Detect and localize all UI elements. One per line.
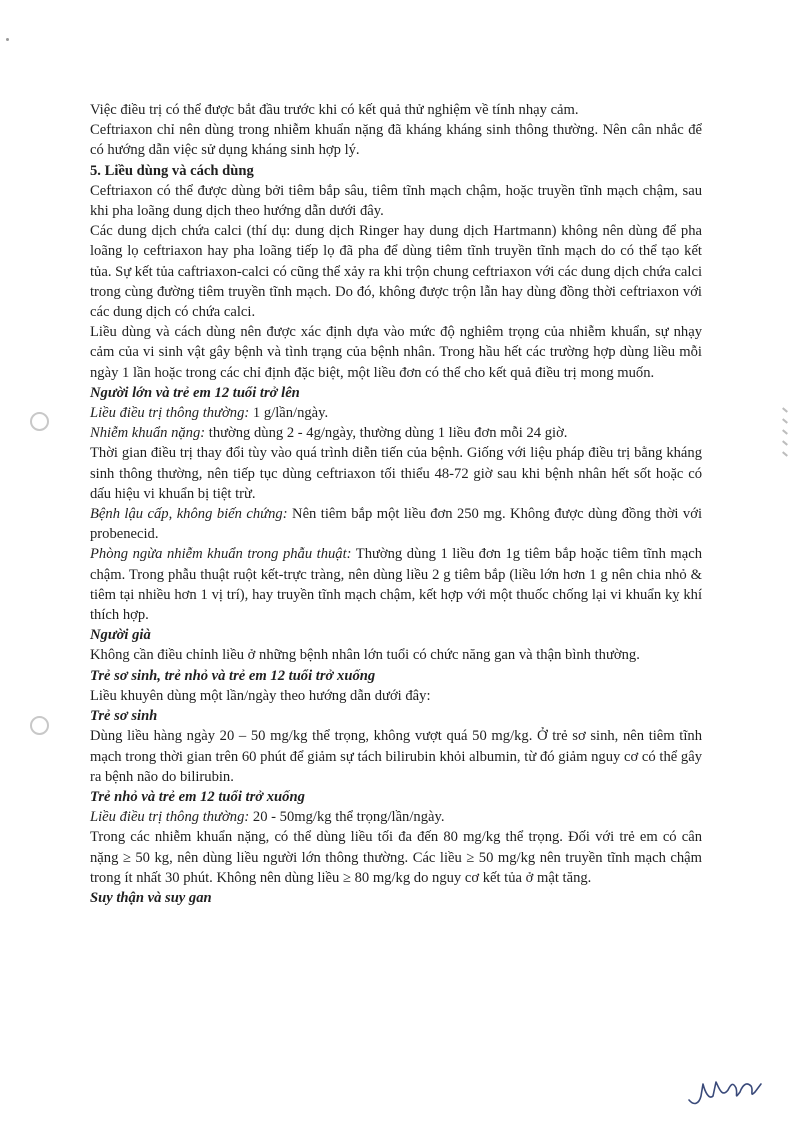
paragraph-text: 1 g/lần/ngày. [249, 405, 329, 422]
subheading: Trẻ sơ sinh, trẻ nhỏ và trẻ em 12 tuổi trở xuống [90, 667, 376, 684]
paragraph: Không cần điều chỉnh liều ở những bệnh nhân lớn tuổi có chức năng gan và thận bình thường. [90, 647, 640, 664]
italic-lead: Liều điều trị thông thường: [90, 809, 250, 826]
paragraph: Dùng liều hàng ngày 20 – 50 mg/kg thể trọng, không vượt quá 50 mg/kg. Ở trẻ sơ sinh, nên tiêm tĩnh mạch trong thời gian trên 60 phút để giảm sự tách bilirubin khỏi albumin, từ đó giảm nguy cơ có thể gây ra bệnh não do bilirubin. [90, 728, 702, 785]
paragraph-text: 20 - 50mg/kg thể trọng/lần/ngày. [249, 809, 445, 826]
scan-speck [6, 38, 9, 41]
subheading: Trẻ sơ sinh [90, 708, 158, 725]
subheading: Suy thận và suy gan [90, 889, 212, 906]
document-body [90, 100, 702, 908]
subheading: Trẻ nhỏ và trẻ em 12 tuổi trở xuống [90, 788, 305, 805]
italic-lead: Phòng ngừa nhiễm khuẩn trong phẫu thuật: [90, 546, 352, 563]
punch-hole-icon [30, 716, 49, 735]
paragraph [90, 403, 702, 423]
italic-lead: Liều điều trị thông thường: [90, 405, 250, 422]
paragraph [90, 504, 702, 544]
italic-lead: Nhiễm khuẩn nặng: [90, 425, 206, 442]
paragraph-text: Nên tiêm bắp một liều đơn 250 mg. Không được dùng đồng thời với probenecid. [90, 506, 702, 543]
paragraph: Ceftriaxon chỉ nên dùng trong nhiễm khuẩn nặng đã kháng kháng sinh thông thường. Nên cân nhắc để có hướng dẫn việc sử dụng kháng sinh hợp lý. [90, 122, 702, 159]
paragraph: Ceftriaxon có thể được dùng bởi tiêm bắp sâu, tiêm tĩnh mạch chậm, hoặc truyền tĩnh mạch chậm, sau khi pha loãng dung dịch theo hướng dẫn dưới đây. [90, 182, 702, 220]
paragraph: Việc điều trị có thể được bắt đầu trước khi có kết quả thử nghiệm về tính nhạy cảm. [90, 102, 579, 118]
paragraph: Trong các nhiễm khuẩn nặng, có thể dùng liều tối đa đến 80 mg/kg thể trọng. Đối với trẻ em có cân nặng ≥ 50 kg, nên dùng liều người lớn thông thường. Các liều ≥ 50 mg/kg nên truyền tĩnh mạch chậm trong ít nhất 30 phút. Không nên dùng liều ≥ 80 mg/kg do nguy cơ kết tủa ở mật tăng. [90, 829, 702, 886]
paragraph: Liều dùng và cách dùng nên được xác định dựa vào mức độ nghiêm trọng của nhiễm khuẩn, sự nhạy cảm của vi sinh vật gây bệnh và tình trạng của bệnh nhân. Trong hầu hết các trường hợp dùng liều mỗi ngày 1 lần hoặc trong các chỉ định đặc biệt, một liều đơn có thể cho kết quả điều trị mong muốn. [90, 324, 702, 381]
paragraph: Liều khuyên dùng một lần/ngày theo hướng dẫn dưới đây: [90, 687, 431, 704]
paragraph [90, 423, 702, 443]
subheading: Người lớn và trẻ em 12 tuổi trở lên [90, 384, 300, 401]
paragraph: Các dung dịch chứa calci (thí dụ: dung dịch Ringer hay dung dịch Hartmann) không nên dùng để pha loãng lọ ceftriaxon hay pha loãng tiếp lọ đã pha để dùng tiêm tĩnh truyền tĩnh mạch do có thể tạo kết tủa. Sự kết tủa caftriaxon-calci có cũng thể xảy ra khi trộn chung ceftriaxon với các dung dịch chứa calci trong cùng đường tiêm truyền tĩnh mạch. Do đó, không được trộn lẫn hay dùng đồng thời ceftriaxon với các dung dịch có chứa calci. [90, 223, 702, 321]
paragraph-text: Thường dùng 1 liều đơn 1g tiêm bắp hoặc tiêm tĩnh mạch chậm. Trong phẫu thuật ruột kết-trực tràng, nên dùng liều 2 g tiêm bắp (liều lớn hơn 1 g nên chia nhỏ & tiêm tại nhiều hơn 1 vị trí), hay truyền tĩnh mạch chậm, kết hợp với một thuốc chống lại vi khuẩn kỵ khí thích hợp. [90, 546, 702, 624]
paragraph [90, 807, 702, 827]
paragraph [90, 544, 702, 625]
paragraph: Thời gian điều trị thay đổi tùy vào quá trình diễn tiến của bệnh. Giống với liệu pháp điều trị bằng kháng sinh thông thường, nên tiếp tục dùng ceftriaxon tối thiểu 48-72 giờ sau khi bệnh nhân hết sốt hoặc có dấu hiệu vi khuẩn bị tiệt trừ. [90, 445, 702, 502]
italic-lead: Bệnh lậu cấp, không biến chứng: [90, 506, 288, 523]
section-heading: 5. Liều dùng và cách dùng [90, 162, 254, 179]
punch-hole-icon [30, 412, 49, 431]
handwritten-initials-icon [685, 1070, 765, 1112]
margin-scan-marks [778, 400, 792, 520]
paragraph-text: thường dùng 2 - 4g/ngày, thường dùng 1 liều đơn mỗi 24 giờ. [205, 425, 568, 442]
subheading: Người già [90, 627, 151, 644]
